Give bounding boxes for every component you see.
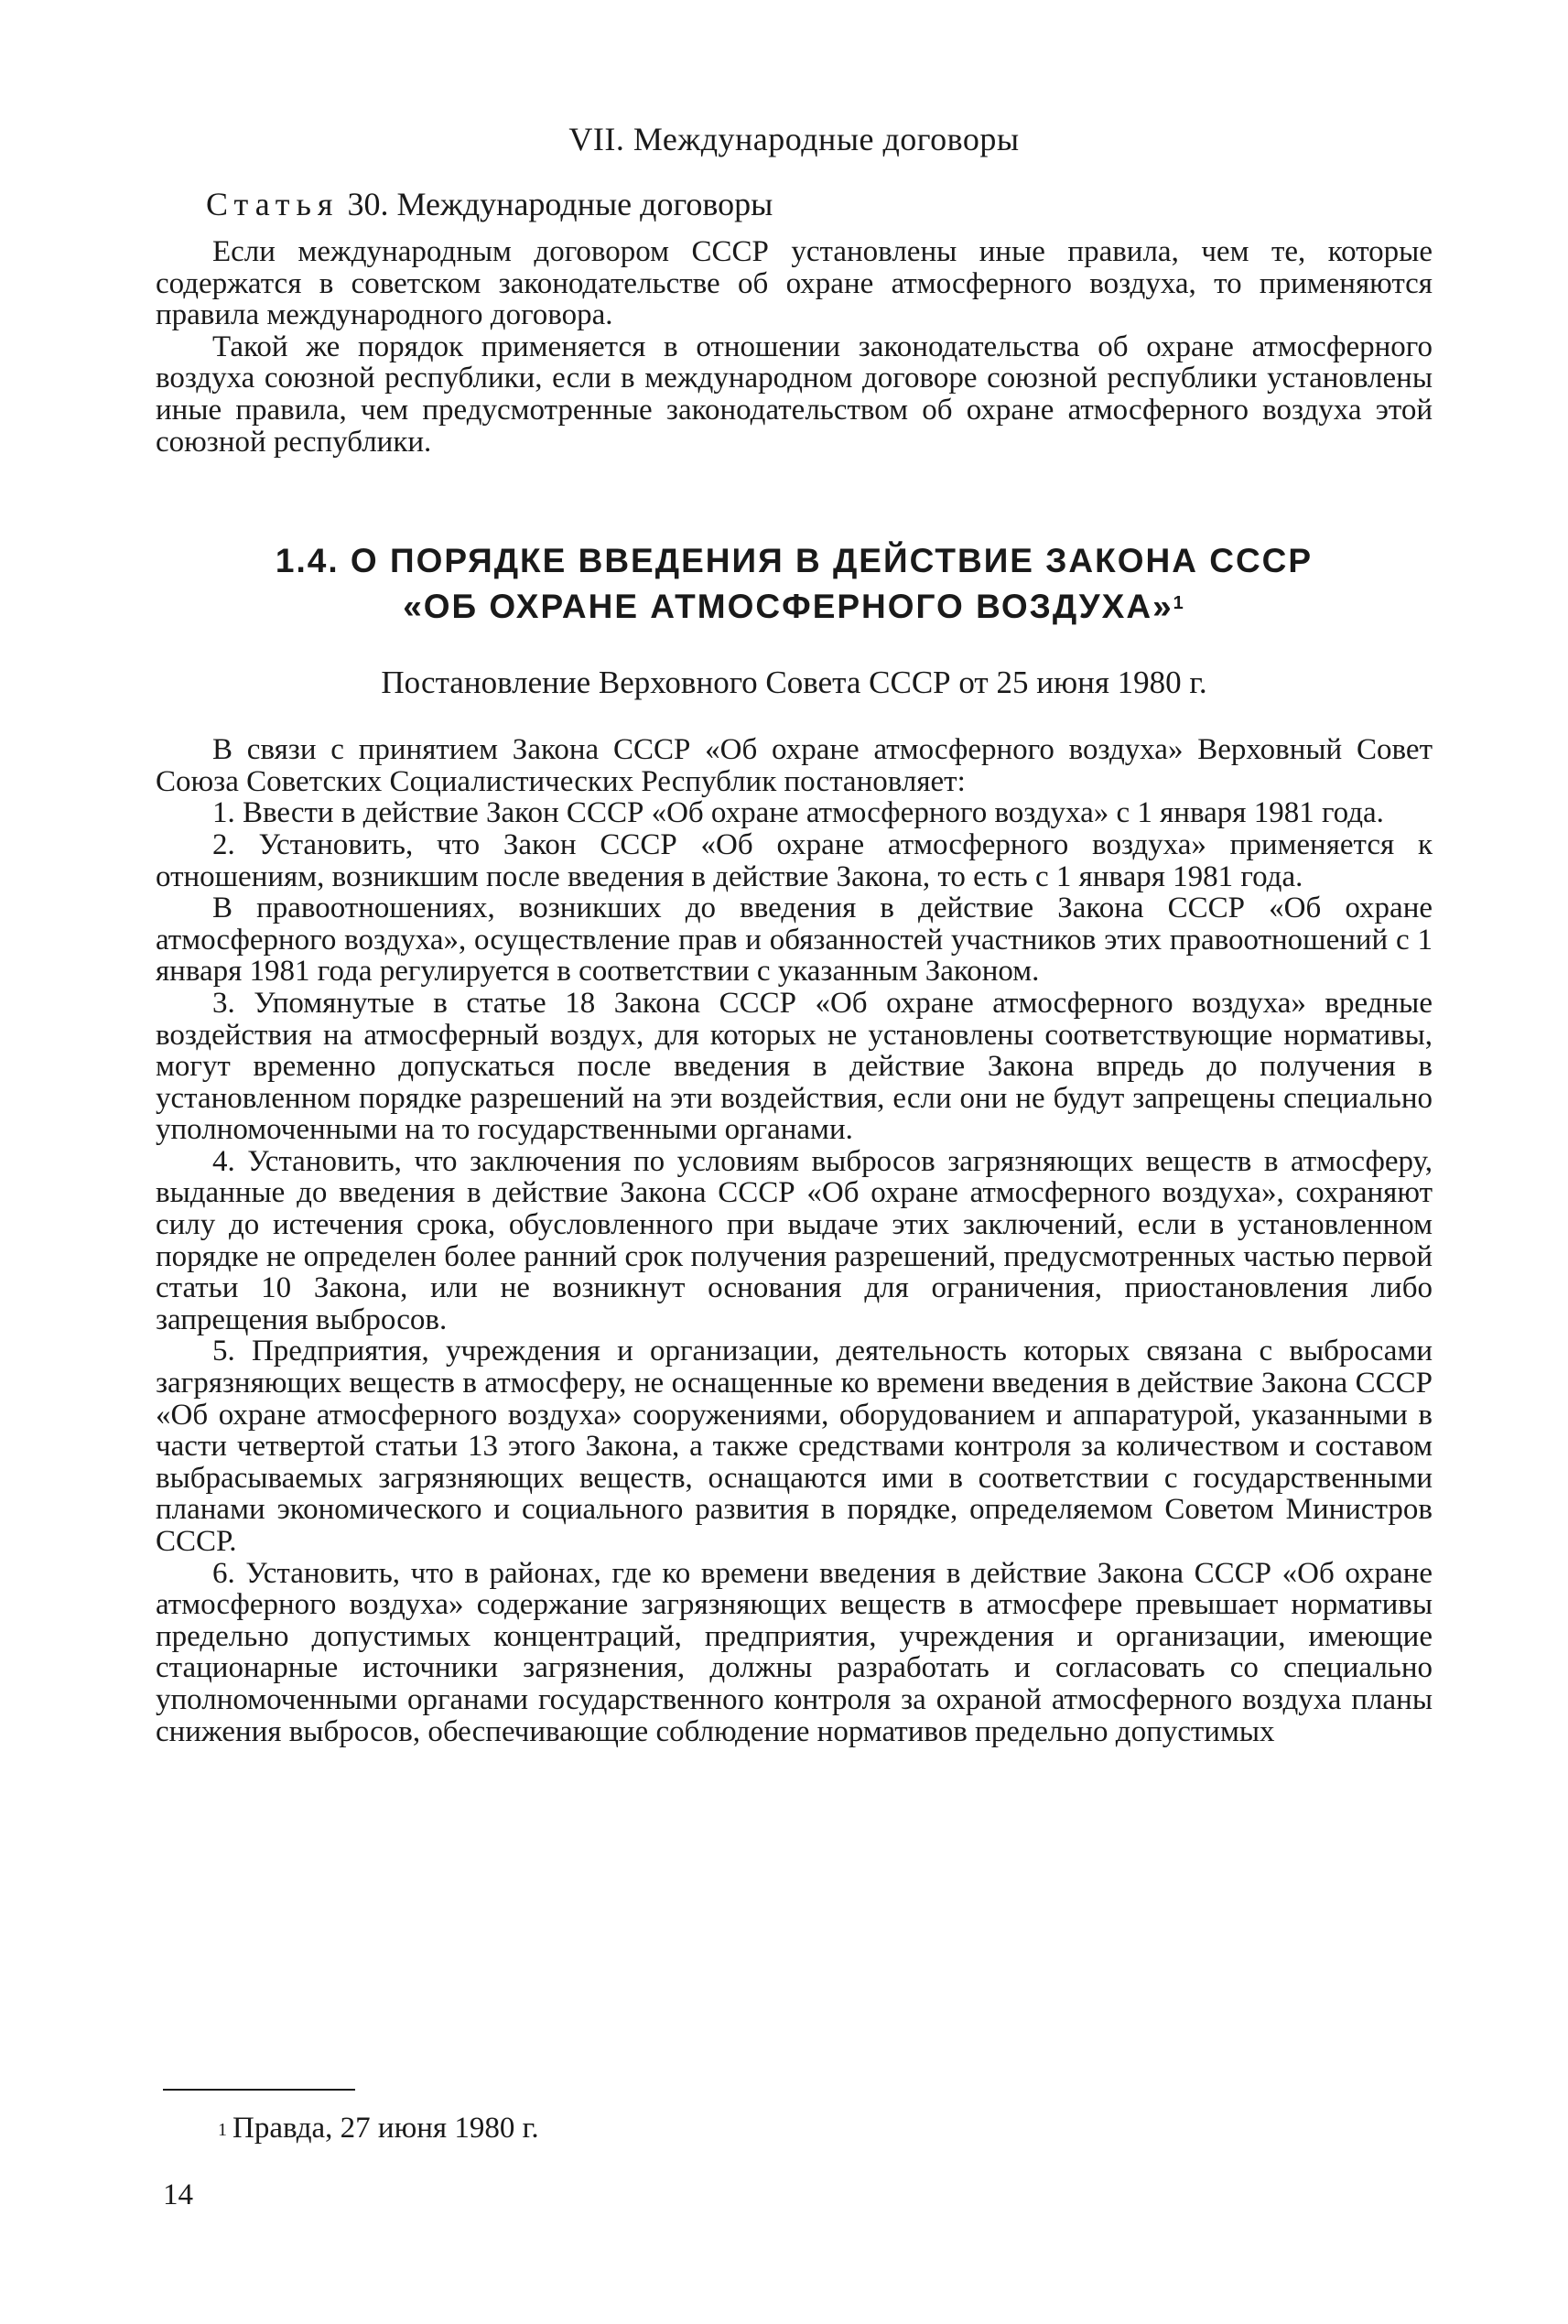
decree-body xyxy=(156,734,1433,1747)
footnote-reference: 1 xyxy=(1173,593,1185,614)
chapter-heading-line: 1.4. О ПОРЯДКЕ ВВЕДЕНИЯ В ДЕЙСТВИЕ ЗАКОНА СССР xyxy=(275,542,1314,580)
article-label: Статья xyxy=(206,186,340,222)
footnote-mark: 1 xyxy=(218,2120,227,2140)
article-paragraph: Такой же порядок применяется в отношении законодательства об охране атмосферного воздуха союзной республики, если в международном договоре союзной республики установлены иные правила, чем предусмотренные законодательством об охране атмосферного воздуха этой союзной республики. xyxy=(156,330,1433,459)
article-title: 30. Международные договоры xyxy=(347,186,773,222)
chapter-heading-text: «ОБ ОХРАНЕ АТМОСФЕРНОГО ВОЗДУХА» xyxy=(403,588,1173,626)
page-number: 14 xyxy=(163,2178,193,2211)
body-paragraph: В правоотношениях, возникших до введения в действие Закона СССР «Об охране атмосферного воздуха», осуществление прав и обязанностей участников этих правоотношений с 1 января 1981 года регулируется в соответствии с указанным Законом. xyxy=(156,892,1433,989)
body-paragraph: 5. Предприятия, учреждения и организации, деятельность которых связана с выбросами загрязняющих веществ в атмосферу, не оснащенные ко времени введения в действие Закона СССР «Об охране атмосферного воздуха» сооружениями, оборудованием и аппаратурой, указанными в части четвертой статьи 13 этого Закона, а также средствами контроля за количеством и составом выбрасываемых загрязняющих веществ, оснащаются ими в соответствии с государственными планами экономического и социального развития в порядке, определяемом Советом Министров СССР. xyxy=(156,1335,1433,1558)
body-paragraph: В связи с принятием Закона СССР «Об охране атмосферного воздуха» Верховный Совет Союза Советских Социалистических Республик постановляет: xyxy=(156,733,1433,798)
article-paragraph: Если международным договором СССР установлены иные правила, чем те, которые содержатся в советском законодательстве об охране атмосферного воздуха, то применяются правила международного договора. xyxy=(156,235,1433,332)
body-paragraph: 1. Ввести в действие Закон СССР «Об охране атмосферного воздуха» с 1 января 1981 года. xyxy=(212,796,1384,830)
section-title: VII. Международные договоры xyxy=(568,121,1020,157)
footnote-text: Правда, 27 июня 1980 г. xyxy=(232,2112,539,2145)
article-heading xyxy=(206,185,1433,223)
body-paragraph: 3. Упомянутые в статье 18 Закона СССР «Об охране атмосферного воздуха» вредные воздействия на атмосферный воздух, для которых не установлены соответствующие нормативы, могут временно допускаться после введения в действие Закона впредь до получения в установленном порядке разрешений на эти воздействия, если они не будут запрещены специально уполномоченными на то государственными органами. xyxy=(156,986,1433,1147)
document-page xyxy=(156,119,1433,2224)
chapter-heading xyxy=(156,538,1433,630)
footnote-divider xyxy=(163,2089,355,2091)
chapter-heading-line xyxy=(156,584,1433,630)
decree-title: Постановление Верховного Совета СССР от 25 июня 1980 г. xyxy=(381,665,1207,701)
body-paragraph: 2. Установить, что Закон СССР «Об охране атмосферного воздуха» применяется к отношениям, возникшим после введения в действие Закона, то есть с 1 января 1981 года. xyxy=(156,827,1433,893)
footnote xyxy=(218,2110,539,2146)
body-paragraph: 4. Установить, что заключения по условиям выбросов загрязняющих веществ в атмосферу, выданные до введения в действие Закона СССР «Об охране атмосферного воздуха», сохраняют силу до истечения срока, обусловленного при выдаче этих заключений, если в установленном порядке не определен более ранний срок получения разрешений, предусмотренных частью первой статьи 10 Закона, или не возникнут основания для ограничения, приостановления либо запрещения выбросов. xyxy=(156,1144,1433,1336)
body-paragraph: 6. Установить, что в районах, где ко времени введения в действие Закона СССР «Об охране атмосферного воздуха» содержание загрязняющих веществ в атмосфере превышает нормативы предельно допустимых концентраций, предприятия, учреждения и организации, имеющие стационарные источники загрязнения, должны разработать и согласовать со специально уполномоченными органами государственного контроля за охраной атмосферного воздуха планы снижения выбросов, обеспечивающие соблюдение нормативов предельно допустимых xyxy=(156,1556,1433,1748)
